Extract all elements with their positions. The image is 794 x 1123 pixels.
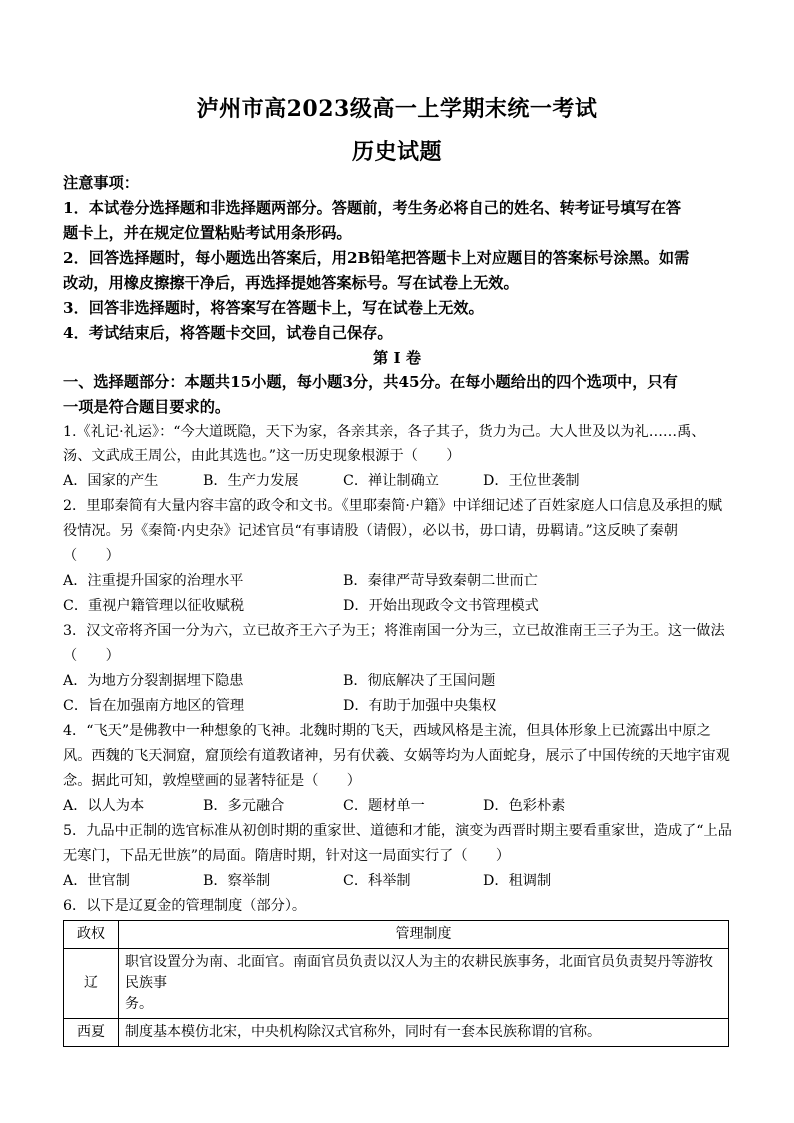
table-cell-system — [119, 949, 729, 1019]
question-2-text: 役情况。另《秦简·内史杂》记述官员“有事请股（请假），必以书，毋口请，毋羁请。”这反映了秦朝 — [63, 523, 678, 539]
question-4-option-b: B．多元融合 — [203, 798, 285, 814]
section-heading: 一、选择题部分：本题共15小题，每小题3分，共45分。在每小题给出的四个选项中，只有 — [63, 373, 678, 391]
notice-line: 改动，用橡皮擦擦干净后，再选择提她答案标号。写在试卷上无效。 — [63, 274, 519, 292]
exam-title: 泸州市高2023级高一上学期末统一考试 — [196, 96, 598, 122]
notice-line: 4．考试结束后，将答题卡交回，试卷自己保存。 — [63, 324, 393, 342]
question-5-option-c: C．科举制 — [343, 873, 411, 889]
question-5-option-d: D．租调制 — [483, 873, 552, 889]
question-3-text: 3．汉文帝将齐国一分为六，立已故齐王六子为王；将淮南国一分为三，立已故淮南王三子为王。这一做法 — [63, 623, 725, 639]
question-5-option-a: A．世官制 — [63, 873, 130, 889]
question-4-option-c: C．题材单一 — [343, 798, 425, 814]
question-3-option-d: D．有助于加强中央集权 — [343, 698, 497, 714]
question-3-option-c: C．旨在加强南方地区的管理 — [63, 698, 245, 714]
notice-heading: 注意事项： — [63, 174, 139, 192]
section-heading-cont: 一项是符合题目要求的。 — [63, 398, 231, 416]
question-1-option-d: D．王位世袭制 — [483, 473, 580, 489]
question-2-text: 2．里耶秦简有大量内容丰富的政令和文书。《里耶秦简·户籍》中详细记述了百姓家庭人口信息及承担的赋 — [63, 498, 723, 514]
table-header-regime: 政权 — [64, 921, 119, 949]
table-cell-regime: 辽 — [64, 949, 119, 1019]
question-2-option-c: C．重视户籍管理以征收赋税 — [63, 598, 245, 614]
question-5-text: 5．九品中正制的选官标准从初创时期的重家世、道德和才能，演变为西晋时期主要看重家世，造成了“上品 — [63, 823, 732, 839]
table-cell-line: 制度基本模仿北宋，中央机构除汉式官称外，同时有一套本民族称谓的官称。 — [125, 1024, 601, 1040]
question-1-option-a: A．国家的产生 — [63, 473, 159, 489]
notice-line: 题卡上，并在规定位置粘贴考试用条形码。 — [63, 224, 352, 242]
question-3-text: （ ） — [63, 648, 120, 664]
question-4-option-a: A．以人为本 — [63, 798, 145, 814]
question-4-text: 4．“飞天”是佛教中一种想象的飞神。北魏时期的飞天，西域风格是主流，但具体形象上已流露出中原之 — [63, 723, 711, 739]
question-5-option-b: B．察举制 — [203, 873, 271, 889]
management-system-table — [63, 920, 729, 1047]
question-1-text: 汤、文武成王周公，由此其选也。”这一历史现象根源于（ ） — [63, 448, 461, 464]
question-3-option-a: A．为地方分裂割据埋下隐患 — [63, 673, 244, 689]
question-4-text: 风。西魏的飞天洞窟，窟顶绘有道教诸神，另有伏羲、女娲等均为人面蛇身，展示了中国传统的天地宇宙观 — [63, 748, 730, 764]
table-cell-line: 职官设置分为南、北面官。南面官员负责以汉人为主的农耕民族事务，北面官员负责契丹等游牧民族事 — [125, 954, 713, 991]
question-3-option-b: B．彻底解决了王国问题 — [343, 673, 496, 689]
table-row — [64, 949, 729, 1019]
question-1-text: 1.《礼记·礼运》：“今大道既隐，天下为家，各亲其亲，各子其子，货力为己。大人世及以为礼……禹、 — [63, 424, 706, 440]
question-4-option-d: D．色彩朴素 — [483, 798, 566, 814]
question-2-option-a: A．注重提升国家的治理水平 — [63, 573, 244, 589]
question-4-text: 念。据此可知，敦煌壁画的显著特征是（ ） — [63, 773, 361, 789]
notice-line: 3．回答非选择题时，将答案写在答题卡上，写在试卷上无效。 — [63, 299, 484, 317]
question-2-option-d: D．开始出现政令文书管理模式 — [343, 598, 539, 614]
question-2-text: （ ） — [63, 548, 120, 564]
table-cell-system — [119, 1019, 729, 1047]
table-header-row — [64, 921, 729, 949]
question-5-text: 无寒门，下品无世族”的局面。隋唐时期，针对这一局面实行了（ ） — [63, 848, 511, 864]
question-2-option-b: B．秦律严苛导致秦朝二世而亡 — [343, 573, 538, 589]
notice-line: 1．本试卷分选择题和非选择题两部分。答题前，考生务必将自己的姓名、转考证号填写在答 — [63, 199, 682, 217]
table-row — [64, 1019, 729, 1047]
table-header-system: 管理制度 — [119, 921, 729, 949]
table-cell-regime: 西夏 — [64, 1019, 119, 1047]
question-1-option-c: C．禅让制确立 — [343, 473, 439, 489]
subject-title: 历史试题 — [351, 139, 442, 165]
question-1-option-b: B．生产力发展 — [203, 473, 299, 489]
part-title: 第 I 卷 — [372, 349, 422, 367]
question-6-text: 6．以下是辽夏金的管理制度（部分）。 — [63, 898, 307, 914]
table-cell-line: 务。 — [125, 996, 153, 1012]
notice-line: 2．回答选择题时，每小题选出答案后，用2B铅笔把答题卡上对应题目的答案标号涂黑。如需 — [63, 249, 690, 267]
